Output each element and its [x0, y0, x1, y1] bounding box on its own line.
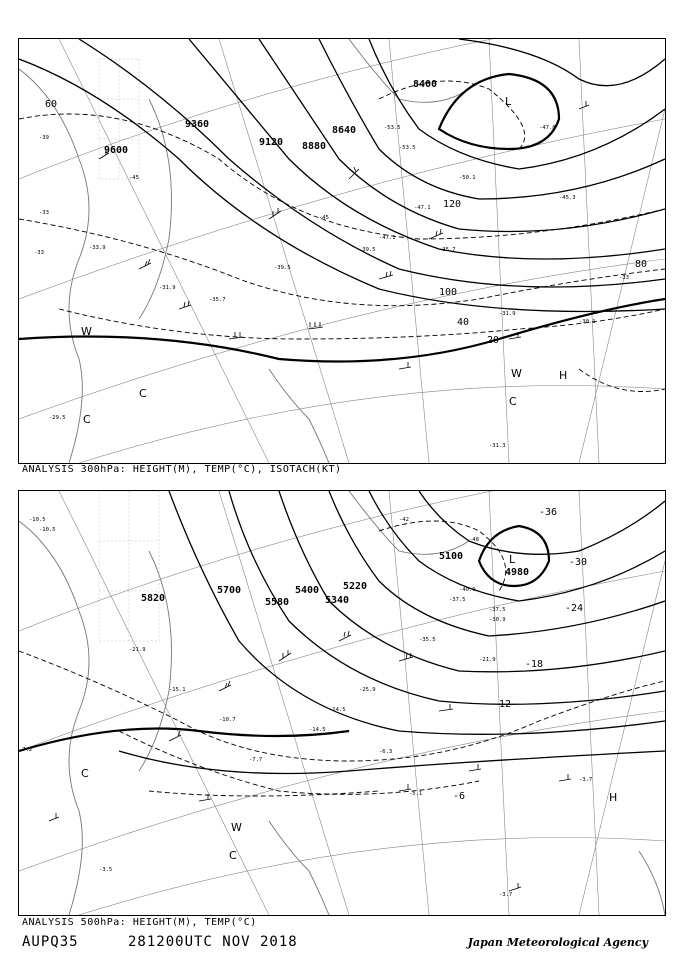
svg-text:-53.5: -53.5 — [399, 145, 416, 151]
temp-label: -3.7 — [579, 777, 593, 783]
svg-text:-35.7: -35.7 — [209, 297, 226, 303]
svg-text:-29.5: -29.5 — [49, 415, 66, 421]
svg-text:-15.1: -15.1 — [169, 687, 186, 693]
isotach-label: 80 — [635, 259, 648, 270]
map-panel-300hpa — [18, 38, 666, 464]
cold-mark: C — [83, 413, 91, 426]
warm-mark: W — [81, 325, 92, 338]
temp-label: -37.5 — [489, 607, 506, 613]
svg-text:-31.3: -31.3 — [489, 443, 506, 449]
svg-text:-47.8: -47.8 — [539, 125, 556, 131]
low-mark: L — [505, 95, 512, 108]
temp-contour-label: -18 — [525, 659, 544, 670]
svg-text:-10.5: -10.5 — [29, 517, 46, 523]
temp-contour-label: -6 — [453, 791, 466, 802]
height-label: 9360 — [185, 119, 210, 130]
height-label: 5820 — [141, 593, 166, 604]
cold-mark: C — [229, 849, 237, 862]
temp-label: -21.9 — [479, 657, 496, 663]
isotach-label: 20 — [487, 335, 500, 346]
svg-text:-25.9: -25.9 — [359, 687, 376, 693]
height-labels — [141, 551, 529, 608]
svg-text:-37.5: -37.5 — [449, 597, 466, 603]
cold-mark: C — [81, 767, 89, 780]
height-label: 9120 — [259, 137, 284, 148]
isotach-label: 100 — [439, 287, 458, 298]
cold-mark: C — [509, 395, 517, 408]
height-label: 5100 — [439, 551, 464, 562]
temp-label: -14.5 — [329, 707, 346, 713]
temp-contour-label: -36 — [539, 507, 558, 518]
svg-text:-3.5: -3.5 — [99, 867, 113, 873]
latlon-grid — [19, 39, 665, 463]
svg-text:-21.9: -21.9 — [129, 647, 146, 653]
caption-500hpa: ANALYSIS 500hPa: HEIGHT(M), TEMP(°C) — [22, 917, 257, 928]
svg-text:-33.9: -33.9 — [89, 245, 106, 251]
temp-label: -40.9 — [459, 587, 476, 593]
isotach-label: 120 — [443, 199, 462, 210]
temp-contour-label: -12 — [493, 699, 512, 710]
map-500hpa-graphic — [19, 491, 665, 915]
terrain-hatch — [99, 491, 159, 641]
svg-text:-10.7: -10.7 — [219, 717, 236, 723]
isotach-label: 60 — [45, 99, 58, 110]
temp-label: -53.5 — [384, 125, 401, 131]
temp-label: -45 — [129, 175, 139, 181]
valid-time: 281200UTC NOV 2018 — [128, 934, 298, 950]
svg-text:-7.2: -7.2 — [19, 747, 33, 753]
svg-text:-31.9: -31.9 — [159, 285, 176, 291]
temp-label: -47.1 — [414, 205, 431, 211]
height-label: 8400 — [413, 79, 438, 90]
height-label: 5220 — [343, 581, 368, 592]
svg-text:-33: -33 — [39, 210, 49, 216]
isotach-label: 40 — [457, 317, 470, 328]
svg-text:-7.7: -7.7 — [249, 757, 263, 763]
temp-label: -33 — [34, 250, 44, 256]
isotach-labels — [45, 99, 647, 346]
svg-text:-33: -33 — [619, 275, 629, 281]
svg-text:-39.5: -39.5 — [274, 265, 291, 271]
svg-text:-47.1: -47.1 — [379, 235, 396, 241]
height-contours — [19, 491, 665, 774]
warm-mark: W — [231, 821, 242, 834]
map-panel-500hpa — [18, 490, 666, 916]
high-mark: H — [559, 369, 568, 382]
svg-text:-3.7: -3.7 — [499, 892, 513, 898]
coastline — [19, 491, 665, 915]
svg-text:-30.9: -30.9 — [489, 617, 506, 623]
map-300hpa-graphic — [19, 39, 665, 463]
wind-barbs — [99, 101, 589, 369]
chart-id: AUPQ35 — [22, 934, 79, 950]
temp-label: -30.1 — [579, 319, 596, 325]
svg-text:-14.5: -14.5 — [309, 727, 326, 733]
svg-text:-35.5: -35.5 — [419, 637, 436, 643]
height-label: 5700 — [217, 585, 242, 596]
temp-contour-labels — [399, 507, 587, 802]
height-label: 4980 — [505, 567, 530, 578]
low-mark: L — [509, 553, 516, 566]
height-label: 5340 — [325, 595, 350, 606]
svg-text:-45.3: -45.3 — [559, 195, 576, 201]
svg-text:-50.1: -50.1 — [459, 175, 476, 181]
height-labels — [104, 79, 437, 156]
temp-label: -5.1 — [409, 791, 423, 797]
temp-contour-label: -42 — [399, 517, 409, 523]
caption-300hpa: ANALYSIS 300hPa: HEIGHT(M), TEMP(°C), ISOTACH(KT) — [22, 464, 342, 475]
latlon-grid — [19, 491, 665, 915]
height-label: 8640 — [332, 125, 357, 136]
svg-text:-45: -45 — [319, 215, 329, 221]
temp-contour-label: -24 — [565, 603, 584, 614]
temp-label: -35.7 — [439, 247, 456, 253]
temp-contour-label: -30 — [569, 557, 588, 568]
height-label: 9600 — [104, 145, 129, 156]
height-label: 5580 — [265, 597, 290, 608]
temp-label: -31.9 — [499, 311, 516, 317]
height-label: 8880 — [302, 141, 327, 152]
height-label: 5400 — [295, 585, 320, 596]
temp-contour-label: -48 — [469, 537, 479, 543]
temp-label: -10.5 — [39, 527, 56, 533]
temp-label: -39.5 — [359, 247, 376, 253]
svg-text:-39: -39 — [39, 135, 49, 141]
temp-label: -6.3 — [379, 749, 393, 755]
cold-mark: C — [139, 387, 147, 400]
warm-mark: W — [511, 367, 522, 380]
high-mark: H — [609, 791, 618, 804]
agency-credit: Japan Meteorological Agency — [467, 936, 648, 949]
